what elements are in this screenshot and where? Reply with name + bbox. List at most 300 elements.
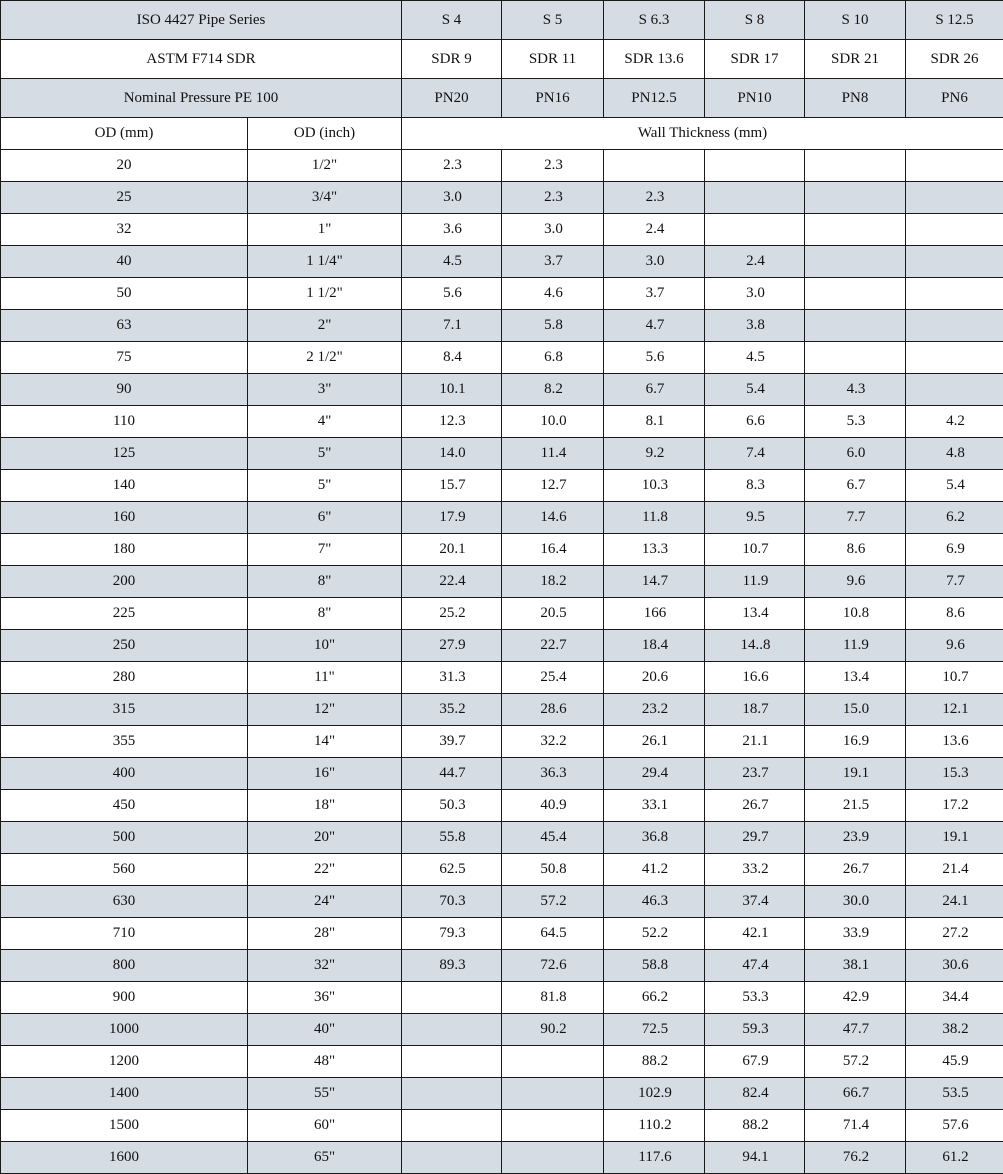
- od-inch-cell: 65": [248, 1142, 402, 1174]
- wall-thickness-cell: [402, 1110, 502, 1142]
- wall-thickness-cell: 66.2: [604, 982, 705, 1014]
- wall-thickness-cell: 23.2: [604, 694, 705, 726]
- wall-thickness-cell: 8.2: [502, 374, 604, 406]
- table-row: [1, 662, 1003, 694]
- table-row: [1, 726, 1003, 758]
- wall-thickness-cell: 76.2: [805, 1142, 906, 1174]
- od-mm-cell: 250: [1, 630, 248, 662]
- od-inch-cell: 4": [248, 406, 402, 438]
- wall-thickness-cell: 24.1: [906, 886, 1003, 918]
- wall-thickness-cell: 44.7: [402, 758, 502, 790]
- wall-thickness-cell: [906, 342, 1003, 374]
- table-row: [1, 1142, 1003, 1174]
- wall-thickness-cell: [402, 1142, 502, 1174]
- wall-thickness-cell: [906, 182, 1003, 214]
- wall-thickness-cell: 36.8: [604, 822, 705, 854]
- header-value: SDR 13.6: [604, 40, 705, 79]
- table-row: [1, 630, 1003, 662]
- od-mm-cell: 40: [1, 246, 248, 278]
- wall-thickness-cell: 72.6: [502, 950, 604, 982]
- wall-thickness-cell: [805, 246, 906, 278]
- wall-thickness-cell: 2.3: [502, 182, 604, 214]
- wall-thickness-cell: 50.8: [502, 854, 604, 886]
- od-inch-cell: 1 1/4": [248, 246, 402, 278]
- wall-thickness-cell: 30.0: [805, 886, 906, 918]
- wall-thickness-cell: 45.9: [906, 1046, 1003, 1078]
- wall-thickness-cell: 23.7: [705, 758, 805, 790]
- wall-thickness-cell: 14..8: [705, 630, 805, 662]
- wall-thickness-cell: 82.4: [705, 1078, 805, 1110]
- wall-thickness-cell: 8.4: [402, 342, 502, 374]
- wall-thickness-cell: 3.0: [604, 246, 705, 278]
- wall-thickness-cell: [604, 150, 705, 182]
- wall-thickness-cell: 19.1: [805, 758, 906, 790]
- wall-thickness-cell: 10.7: [705, 534, 805, 566]
- wall-thickness-cell: [805, 278, 906, 310]
- header-value: PN20: [402, 79, 502, 118]
- od-inch-cell: 3": [248, 374, 402, 406]
- wall-thickness-cell: 20.1: [402, 534, 502, 566]
- wall-thickness-cell: 42.9: [805, 982, 906, 1014]
- wall-thickness-cell: 10.7: [906, 662, 1003, 694]
- wall-thickness-cell: 29.4: [604, 758, 705, 790]
- header-value: S 4: [402, 1, 502, 40]
- header-label: ISO 4427 Pipe Series: [1, 1, 402, 40]
- wall-thickness-cell: [906, 278, 1003, 310]
- wall-thickness-cell: 12.3: [402, 406, 502, 438]
- table-row: [1, 470, 1003, 502]
- wall-thickness-cell: 57.6: [906, 1110, 1003, 1142]
- wall-thickness-cell: 3.7: [502, 246, 604, 278]
- od-inch-cell: 40": [248, 1014, 402, 1046]
- wall-thickness-cell: 3.0: [502, 214, 604, 246]
- wall-thickness-cell: 14.6: [502, 502, 604, 534]
- wall-thickness-cell: 90.2: [502, 1014, 604, 1046]
- wall-thickness-cell: 62.5: [402, 854, 502, 886]
- od-inch-cell: 3/4": [248, 182, 402, 214]
- od-mm-cell: 125: [1, 438, 248, 470]
- wall-thickness-cell: 33.9: [805, 918, 906, 950]
- wall-thickness-cell: 34.4: [906, 982, 1003, 1014]
- wall-thickness-cell: 13.4: [805, 662, 906, 694]
- od-inch-cell: 12": [248, 694, 402, 726]
- od-inch-cell: 16": [248, 758, 402, 790]
- od-mm-cell: 450: [1, 790, 248, 822]
- od-inch-cell: 60": [248, 1110, 402, 1142]
- wall-thickness-cell: 10.8: [805, 598, 906, 630]
- wall-thickness-cell: 17.9: [402, 502, 502, 534]
- table-row: [1, 982, 1003, 1014]
- od-mm-cell: 500: [1, 822, 248, 854]
- wall-thickness-cell: 4.2: [906, 406, 1003, 438]
- table-row: [1, 502, 1003, 534]
- wall-thickness-cell: 27.2: [906, 918, 1003, 950]
- wall-thickness-cell: 61.2: [906, 1142, 1003, 1174]
- wall-thickness-cell: 4.5: [402, 246, 502, 278]
- wall-thickness-cell: 8.3: [705, 470, 805, 502]
- wall-thickness-cell: [805, 150, 906, 182]
- od-inch-cell: 48": [248, 1046, 402, 1078]
- od-inch-cell: 1/2": [248, 150, 402, 182]
- table-row: [1, 694, 1003, 726]
- wall-thickness-cell: 11.9: [705, 566, 805, 598]
- wall-thickness-cell: 9.6: [805, 566, 906, 598]
- wall-thickness-cell: 30.6: [906, 950, 1003, 982]
- wall-thickness-cell: 6.0: [805, 438, 906, 470]
- wall-thickness-cell: 70.3: [402, 886, 502, 918]
- wall-thickness-cell: 66.7: [805, 1078, 906, 1110]
- table-body: [1, 1, 1003, 1174]
- wall-thickness-cell: 71.4: [805, 1110, 906, 1142]
- wall-thickness-cell: 38.2: [906, 1014, 1003, 1046]
- table-row: [1, 822, 1003, 854]
- wall-thickness-cell: 16.6: [705, 662, 805, 694]
- wall-thickness-cell: 36.3: [502, 758, 604, 790]
- wall-thickness-cell: 3.0: [402, 182, 502, 214]
- od-inch-cell: 28": [248, 918, 402, 950]
- wall-thickness-cell: 21.5: [805, 790, 906, 822]
- wall-thickness-cell: 72.5: [604, 1014, 705, 1046]
- od-inch-cell: 5": [248, 470, 402, 502]
- wall-thickness-cell: [906, 246, 1003, 278]
- table-row: [1, 854, 1003, 886]
- od-mm-cell: 1400: [1, 1078, 248, 1110]
- od-mm-cell: 50: [1, 278, 248, 310]
- od-inch-cell: 20": [248, 822, 402, 854]
- wall-thickness-cell: 47.7: [805, 1014, 906, 1046]
- wall-thickness-cell: 28.6: [502, 694, 604, 726]
- wall-thickness-cell: 55.8: [402, 822, 502, 854]
- wall-thickness-cell: 42.1: [705, 918, 805, 950]
- header-value: S 6.3: [604, 1, 705, 40]
- wall-thickness-cell: [402, 1046, 502, 1078]
- wall-thickness-cell: [805, 342, 906, 374]
- wall-thickness-cell: [502, 1078, 604, 1110]
- od-mm-cell: 140: [1, 470, 248, 502]
- wall-thickness-cell: 57.2: [502, 886, 604, 918]
- header-value: S 8: [705, 1, 805, 40]
- wall-thickness-cell: 11.8: [604, 502, 705, 534]
- wall-thickness-cell: [402, 1014, 502, 1046]
- wall-thickness-cell: 5.3: [805, 406, 906, 438]
- table-row: [1, 1078, 1003, 1110]
- wall-thickness-cell: [705, 182, 805, 214]
- od-mm-cell: 900: [1, 982, 248, 1014]
- wall-thickness-cell: 9.5: [705, 502, 805, 534]
- wall-thickness-cell: 37.4: [705, 886, 805, 918]
- wall-thickness-cell: 58.8: [604, 950, 705, 982]
- wall-thickness-cell: 2.3: [604, 182, 705, 214]
- od-inch-cell: 8": [248, 566, 402, 598]
- wall-thickness-cell: [402, 982, 502, 1014]
- od-inch-cell: 7": [248, 534, 402, 566]
- wall-thickness-cell: 53.5: [906, 1078, 1003, 1110]
- table-row: [1, 950, 1003, 982]
- wall-thickness-cell: 14.7: [604, 566, 705, 598]
- table-row: [1, 534, 1003, 566]
- od-mm-cell: 110: [1, 406, 248, 438]
- wall-thickness-cell: 5.6: [604, 342, 705, 374]
- wall-thickness-cell: [906, 310, 1003, 342]
- od-mm-cell: 90: [1, 374, 248, 406]
- wall-thickness-cell: 16.9: [805, 726, 906, 758]
- wall-thickness-cell: 40.9: [502, 790, 604, 822]
- header-label: Nominal Pressure PE 100: [1, 79, 402, 118]
- wall-thickness-cell: 31.3: [402, 662, 502, 694]
- wall-thickness-cell: 67.9: [705, 1046, 805, 1078]
- wall-thickness-cell: 35.2: [402, 694, 502, 726]
- wall-thickness-cell: 6.9: [906, 534, 1003, 566]
- table-row: [1, 1014, 1003, 1046]
- od-inch-cell: 18": [248, 790, 402, 822]
- wall-thickness-cell: 12.7: [502, 470, 604, 502]
- wall-thickness-cell: 9.6: [906, 630, 1003, 662]
- wall-thickness-cell: 7.7: [805, 502, 906, 534]
- wall-thickness-cell: 8.6: [805, 534, 906, 566]
- wall-thickness-cell: 3.6: [402, 214, 502, 246]
- wall-thickness-cell: 12.1: [906, 694, 1003, 726]
- header-value: PN8: [805, 79, 906, 118]
- wall-thickness-cell: 13.6: [906, 726, 1003, 758]
- od-mm-cell: 180: [1, 534, 248, 566]
- wall-thickness-cell: 5.4: [906, 470, 1003, 502]
- header-value: SDR 9: [402, 40, 502, 79]
- wall-thickness-cell: 4.5: [705, 342, 805, 374]
- od-inch-cell: 24": [248, 886, 402, 918]
- wall-thickness-cell: 3.0: [705, 278, 805, 310]
- wall-thickness-cell: 6.2: [906, 502, 1003, 534]
- wall-thickness-cell: 47.4: [705, 950, 805, 982]
- wall-thickness-cell: 25.2: [402, 598, 502, 630]
- wall-thickness-cell: 20.5: [502, 598, 604, 630]
- od-inch-cell: 55": [248, 1078, 402, 1110]
- wall-thickness-cell: 2.3: [402, 150, 502, 182]
- wall-thickness-cell: 22.4: [402, 566, 502, 598]
- od-mm-cell: 200: [1, 566, 248, 598]
- wall-thickness-cell: [906, 374, 1003, 406]
- od-inch-cell: 1 1/2": [248, 278, 402, 310]
- od-inch-cell: 8": [248, 598, 402, 630]
- wall-thickness-cell: 5.6: [402, 278, 502, 310]
- wall-thickness-cell: 88.2: [604, 1046, 705, 1078]
- od-mm-cell: 1000: [1, 1014, 248, 1046]
- table-row: [1, 1110, 1003, 1142]
- table-row: [1, 406, 1003, 438]
- wall-thickness-cell: [502, 1046, 604, 1078]
- table-row: [1, 438, 1003, 470]
- od-inch-cell: 32": [248, 950, 402, 982]
- od-mm-cell: 1600: [1, 1142, 248, 1174]
- wall-thickness-cell: 7.1: [402, 310, 502, 342]
- header-label: ASTM F714 SDR: [1, 40, 402, 79]
- header-value: SDR 26: [906, 40, 1003, 79]
- header-row: [1, 1, 1003, 40]
- header-value: S 5: [502, 1, 604, 40]
- wall-thickness-cell: 2.4: [604, 214, 705, 246]
- od-mm-cell: 560: [1, 854, 248, 886]
- wall-thickness-cell: 15.0: [805, 694, 906, 726]
- table-row: [1, 310, 1003, 342]
- wall-thickness-cell: 21.1: [705, 726, 805, 758]
- wall-thickness-cell: 89.3: [402, 950, 502, 982]
- wall-thickness-cell: 13.3: [604, 534, 705, 566]
- wall-thickness-cell: [502, 1142, 604, 1174]
- table-row: [1, 214, 1003, 246]
- od-mm-cell: 800: [1, 950, 248, 982]
- wall-thickness-cell: 6.8: [502, 342, 604, 374]
- wall-thickness-cell: [805, 182, 906, 214]
- od-inch-cell: 5": [248, 438, 402, 470]
- header-value: SDR 17: [705, 40, 805, 79]
- wall-thickness-cell: 88.2: [705, 1110, 805, 1142]
- od-mm-cell: 1200: [1, 1046, 248, 1078]
- wall-thickness-cell: 22.7: [502, 630, 604, 662]
- wall-thickness-cell: 25.4: [502, 662, 604, 694]
- table-row: [1, 790, 1003, 822]
- wall-thickness-cell: 15.7: [402, 470, 502, 502]
- od-mm-cell: 1500: [1, 1110, 248, 1142]
- wall-thickness-cell: 10.1: [402, 374, 502, 406]
- wall-thickness-cell: [805, 214, 906, 246]
- wall-thickness-cell: 45.4: [502, 822, 604, 854]
- wall-thickness-cell: 53.3: [705, 982, 805, 1014]
- wall-thickness-cell: 3.8: [705, 310, 805, 342]
- wall-thickness-cell: 8.1: [604, 406, 705, 438]
- wall-thickness-cell: 4.3: [805, 374, 906, 406]
- wall-thickness-cell: 6.7: [604, 374, 705, 406]
- wall-thickness-cell: 2.4: [705, 246, 805, 278]
- wall-thickness-cell: 20.6: [604, 662, 705, 694]
- od-inch-cell: 22": [248, 854, 402, 886]
- table-row: [1, 758, 1003, 790]
- wall-thickness-cell: 17.2: [906, 790, 1003, 822]
- header-value: PN16: [502, 79, 604, 118]
- od-mm-cell: 630: [1, 886, 248, 918]
- od-mm-cell: 160: [1, 502, 248, 534]
- header-value: PN10: [705, 79, 805, 118]
- wall-thickness-cell: 94.1: [705, 1142, 805, 1174]
- table-row: [1, 886, 1003, 918]
- wall-thickness-cell: 57.2: [805, 1046, 906, 1078]
- od-mm-cell: 355: [1, 726, 248, 758]
- wall-thickness-cell: 166: [604, 598, 705, 630]
- header-row: [1, 79, 1003, 118]
- wall-thickness-cell: 33.1: [604, 790, 705, 822]
- header-value: S 10: [805, 1, 906, 40]
- od-inch-header: OD (inch): [248, 118, 402, 150]
- wall-thickness-cell: 52.2: [604, 918, 705, 950]
- od-mm-cell: 32: [1, 214, 248, 246]
- od-inch-cell: 10": [248, 630, 402, 662]
- wall-thickness-cell: 7.4: [705, 438, 805, 470]
- wall-thickness-cell: 79.3: [402, 918, 502, 950]
- wall-thickness-cell: [906, 214, 1003, 246]
- wall-thickness-cell: 39.7: [402, 726, 502, 758]
- wall-thickness-cell: 19.1: [906, 822, 1003, 854]
- wall-thickness-cell: 5.8: [502, 310, 604, 342]
- table-row: [1, 598, 1003, 630]
- wall-thickness-cell: 6.7: [805, 470, 906, 502]
- wall-thickness-cell: 4.6: [502, 278, 604, 310]
- wall-thickness-cell: 110.2: [604, 1110, 705, 1142]
- wall-thickness-cell: 29.7: [705, 822, 805, 854]
- wall-thickness-cell: 41.2: [604, 854, 705, 886]
- table-row: [1, 150, 1003, 182]
- header-value: PN6: [906, 79, 1003, 118]
- od-mm-header: OD (mm): [1, 118, 248, 150]
- wall-thickness-cell: 27.9: [402, 630, 502, 662]
- wall-thickness-cell: 21.4: [906, 854, 1003, 886]
- od-mm-cell: 400: [1, 758, 248, 790]
- od-mm-cell: 75: [1, 342, 248, 374]
- wall-thickness-cell: 9.2: [604, 438, 705, 470]
- od-inch-cell: 6": [248, 502, 402, 534]
- wall-thickness-cell: 16.4: [502, 534, 604, 566]
- od-inch-cell: 2 1/2": [248, 342, 402, 374]
- wall-thickness-cell: 10.3: [604, 470, 705, 502]
- od-mm-cell: 63: [1, 310, 248, 342]
- table-row: [1, 342, 1003, 374]
- wall-thickness-cell: [502, 1110, 604, 1142]
- wall-thickness-cell: 11.9: [805, 630, 906, 662]
- table-row: [1, 1046, 1003, 1078]
- wall-thickness-cell: 81.8: [502, 982, 604, 1014]
- wall-thickness-cell: 26.7: [805, 854, 906, 886]
- wall-thickness-cell: [805, 310, 906, 342]
- wall-thickness-cell: 14.0: [402, 438, 502, 470]
- od-mm-cell: 315: [1, 694, 248, 726]
- od-mm-cell: 20: [1, 150, 248, 182]
- wall-thickness-cell: 50.3: [402, 790, 502, 822]
- wall-thickness-cell: 26.1: [604, 726, 705, 758]
- wall-thickness-cell: 59.3: [705, 1014, 805, 1046]
- table-row: [1, 278, 1003, 310]
- header-value: SDR 11: [502, 40, 604, 79]
- table-row: [1, 246, 1003, 278]
- wall-thickness-cell: 64.5: [502, 918, 604, 950]
- table-row: [1, 374, 1003, 406]
- wall-thickness-cell: 15.3: [906, 758, 1003, 790]
- header-value: S 12.5: [906, 1, 1003, 40]
- od-inch-cell: 2": [248, 310, 402, 342]
- od-inch-cell: 1": [248, 214, 402, 246]
- od-mm-cell: 225: [1, 598, 248, 630]
- wall-thickness-cell: 18.4: [604, 630, 705, 662]
- table-row: [1, 918, 1003, 950]
- wall-thickness-cell: 18.2: [502, 566, 604, 598]
- wall-thickness-cell: 102.9: [604, 1078, 705, 1110]
- header-row: [1, 40, 1003, 79]
- wall-thickness-cell: [906, 150, 1003, 182]
- wall-thickness-cell: 11.4: [502, 438, 604, 470]
- header-value: SDR 21: [805, 40, 906, 79]
- header-value: PN12.5: [604, 79, 705, 118]
- wall-thickness-cell: [402, 1078, 502, 1110]
- wall-thickness-cell: 33.2: [705, 854, 805, 886]
- wall-thickness-cell: 13.4: [705, 598, 805, 630]
- wall-thickness-cell: 10.0: [502, 406, 604, 438]
- od-inch-cell: 11": [248, 662, 402, 694]
- od-mm-cell: 25: [1, 182, 248, 214]
- table-row: [1, 182, 1003, 214]
- od-mm-cell: 280: [1, 662, 248, 694]
- table-row: [1, 566, 1003, 598]
- wall-thickness-cell: 4.7: [604, 310, 705, 342]
- wall-thickness-cell: 3.7: [604, 278, 705, 310]
- wall-thickness-cell: 38.1: [805, 950, 906, 982]
- column-header-row: [1, 118, 1003, 150]
- wall-thickness-cell: 4.8: [906, 438, 1003, 470]
